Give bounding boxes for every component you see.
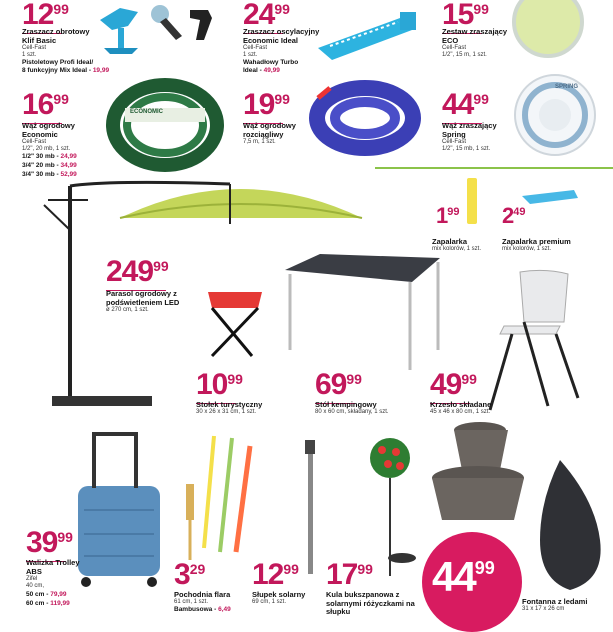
product-name: Wąż zraszający Spring xyxy=(442,121,497,139)
product-detail: 69 cm, 1 szt. xyxy=(252,599,287,605)
price-tag: 1699 xyxy=(22,90,69,124)
product-name: Zapalarka xyxy=(432,237,468,246)
hose-expandable-image xyxy=(317,88,413,148)
price-tag: $1^{99}$ xyxy=(436,203,460,228)
section-divider xyxy=(375,167,613,169)
product-name: Pochodnia flara xyxy=(174,590,231,599)
variant-line: 3/4" 30 mb - 52,99 xyxy=(22,171,77,178)
product-maker: Cell-Fast xyxy=(442,139,467,145)
product-extra-line: Ideal - 49,99 xyxy=(243,67,280,74)
lighter-image xyxy=(467,178,477,224)
product-name: Stołek turystyczny xyxy=(196,400,263,409)
product-detail: 45 x 46 x 80 cm, 1 szt. xyxy=(430,409,491,415)
stool-image xyxy=(208,292,262,356)
torch-image xyxy=(186,436,250,560)
product-name: Zestaw zraszający ECO xyxy=(442,27,508,45)
price-tag: 4999 xyxy=(430,370,477,404)
price-tag: 4499 xyxy=(442,90,489,124)
product-detail: 1/2", 15 m, 1 szt. xyxy=(442,52,487,58)
hose-economic-image xyxy=(113,85,217,165)
product-name: Zapalarka premium xyxy=(502,237,571,246)
product-maker: Cell-Fast xyxy=(243,45,268,51)
price-tag: 2499 xyxy=(243,0,290,34)
product-detail: ø 270 cm, 1 szt. xyxy=(106,307,149,313)
product-detail: 31 x 17 x 26 cm xyxy=(522,606,565,612)
product-name: Kula bukszpanowa z solarnymi różyczkami na słupku xyxy=(326,590,415,616)
product-name: Walizka Trolley ABS xyxy=(26,558,80,576)
hose-reel-eco-image xyxy=(514,0,582,56)
price-tag: 24999 xyxy=(106,257,169,291)
product-name: Zraszacz obrotowy Klif Basic xyxy=(22,27,90,45)
product-detail: Zifel xyxy=(26,576,38,582)
product-name: Krzesło składane xyxy=(430,400,492,409)
spray-gun-image xyxy=(151,5,212,40)
price-tag: 1099 xyxy=(196,370,243,404)
price-tag: $2^{49}$ xyxy=(502,203,526,228)
variant-line: 1/2" 30 mb - 24,99 xyxy=(22,153,77,160)
solar-post-image xyxy=(305,440,315,574)
price-tag: 3999 xyxy=(26,528,73,562)
product-extra: Pistoletowy Profi Ideal/ xyxy=(22,59,94,66)
product-name: Wąż ogrodowy Economic xyxy=(22,121,75,139)
product-detail: mix kolorów, 1 szt. xyxy=(502,246,552,252)
price-tag: 1799 xyxy=(326,558,373,591)
product-extra-line: 8 funkcyjny Mix Ideal - 19,99 xyxy=(22,67,110,74)
variant-line: 60 cm - 119,99 xyxy=(26,600,70,607)
product-name: Fontanna z ledami xyxy=(522,597,588,606)
hose-label: ECONOMIC xyxy=(130,109,163,115)
product-maker: Cell-Fast xyxy=(442,45,467,51)
price-tag: 1299 xyxy=(252,558,299,591)
product-name: Stół kempingowy xyxy=(315,400,377,409)
price-tag: 4499 xyxy=(432,553,495,600)
variant-line: 3/4" 20 mb - 34,99 xyxy=(22,162,77,169)
sprinkler-image xyxy=(100,8,138,54)
hose-label: SPRING xyxy=(555,84,579,90)
product-extra: Wahadłowy Turbo xyxy=(243,59,299,66)
price-tag: 1999 xyxy=(243,90,290,124)
price-tag: 329 xyxy=(174,558,206,591)
boxwood-ball-image xyxy=(370,438,416,576)
product-name: Wąż ogrodowy rozciągliwy xyxy=(243,121,296,139)
product-name: Słupek solarny xyxy=(252,590,306,599)
product-detail: 1 szt. xyxy=(243,52,258,58)
chair-image xyxy=(490,270,578,410)
suitcase-image xyxy=(78,432,160,587)
price-tag: 1299 xyxy=(22,0,69,34)
product-detail: 61 cm, 1 szt. xyxy=(174,599,209,605)
product-detail: 1/2", 15 mb, 1 szt. xyxy=(442,146,491,152)
product-detail: 80 x 60 cm, składany, 1 szt. xyxy=(315,409,389,415)
product-maker: Cell-Fast xyxy=(22,45,47,51)
table-image xyxy=(285,254,440,370)
product-detail: 30 x 26 x 31 cm, 1 szt. xyxy=(196,409,257,415)
product-detail: 1/2", 20 mb, 1 szt. xyxy=(22,146,71,152)
price-tag: 1599 xyxy=(442,0,489,34)
product-detail: 1 szt. xyxy=(22,52,37,58)
product-detail: 40 cm, xyxy=(26,583,45,589)
product-extra-line: Bambusowa - 6,49 xyxy=(174,606,231,613)
variant-line: 50 cm - 79,99 xyxy=(26,591,67,598)
product-name: Parasol ogrodowy z podświetleniem LED xyxy=(106,289,180,307)
price-tag: 6999 xyxy=(315,370,362,404)
lighter-premium-image xyxy=(522,190,578,204)
product-detail: mix kolorów, 1 szt. xyxy=(432,246,482,252)
product-detail: 7,5 m, 1 szt. xyxy=(243,139,276,145)
product-name: Zraszacz oscylacyjny Economic Ideal xyxy=(243,27,320,45)
product-maker: Cell-Fast xyxy=(22,139,47,145)
